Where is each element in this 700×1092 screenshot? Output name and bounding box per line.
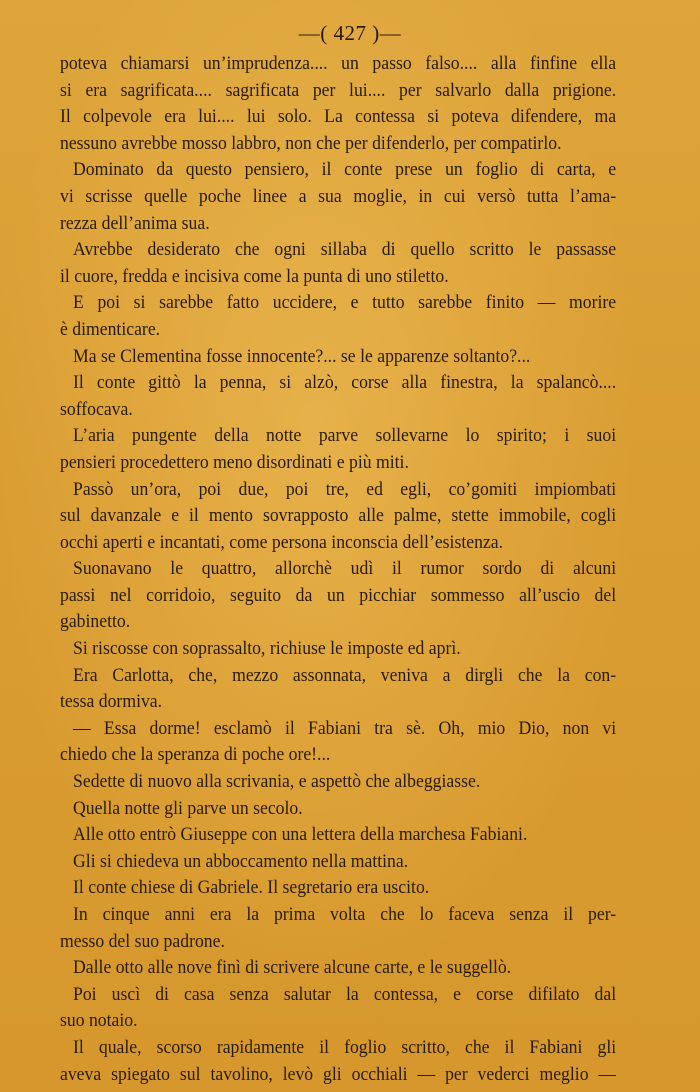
- text-line: pensieri procedettero meno disordinati e più miti.: [60, 451, 409, 473]
- text-line: passi nel corridoio, seguito da un picchiar sommesso all’uscio del: [60, 584, 617, 606]
- text-line: L’aria pungente della notte parve sollevarne lo spirito; i suoi: [73, 425, 617, 447]
- text-line: sul davanzale e il mento sovrapposto alle palme, stette immobile, cogli: [60, 505, 617, 527]
- text-line: Il conte gittò la penna, si alzò, corse alla finestra, la spalancò....: [73, 372, 617, 394]
- text-line: Poi uscì di casa senza salutar la contessa, e corse difilato dal: [73, 983, 617, 1005]
- text-line: rezza dell’anima sua.: [60, 212, 210, 234]
- text-line: Dalle otto alle nove finì di scrivere alcune carte, e le suggellò.: [73, 957, 512, 979]
- text-line: il cuore, fredda e incisiva come la punta di uno stiletto.: [60, 265, 449, 287]
- text-line: Gli si chiedeva un abboccamento nella mattina.: [73, 850, 409, 872]
- text-line: In cinque anni era la prima volta che lo faceva senza il per-: [73, 904, 617, 925]
- text-line: Sedette di nuovo alla scrivania, e aspettò che albeggiasse.: [73, 771, 481, 793]
- text-line: Il colpevole era lui.... lui solo. La contessa si poteva difendere, ma: [60, 106, 617, 128]
- text-line: occhi aperti e incantati, come persona inconscia dell’esistenza.: [60, 531, 504, 553]
- text-line: Si riscosse con soprassalto, richiuse le imposte ed aprì.: [73, 638, 461, 660]
- text-line: soffocava.: [60, 398, 133, 420]
- text-line: messo del suo padrone.: [60, 930, 225, 952]
- text-line: Il conte chiese di Gabriele. Il segretario era uscito.: [73, 877, 430, 899]
- text-line: nessuno avrebbe mosso labbro, non che per difenderlo, per compatirlo.: [60, 132, 562, 154]
- body-text: [60, 51, 616, 1088]
- text-line: vi scrisse quelle poche linee a sua moglie, in cui versò tutta l’ama-: [60, 185, 617, 207]
- text-line: Quella notte gli parve un secolo.: [73, 797, 303, 819]
- text-line: chiedo che la speranza di poche ore!...: [60, 744, 331, 766]
- text-line: poteva chiamarsi un’imprudenza.... un passo falso.... alla finfine ella: [60, 53, 617, 74]
- text-line: Il quale, scorso rapidamente il foglio scritto, che il Fabiani gli: [73, 1036, 617, 1058]
- text-line: Ma se Clementina fosse innocente?... se le apparenze soltanto?...: [73, 345, 531, 367]
- text-line: suo notaio.: [60, 1010, 138, 1032]
- page-number: —( 427 )—: [298, 21, 402, 45]
- text-line: gabinetto.: [60, 611, 131, 633]
- text-line: Era Carlotta, che, mezzo assonnata, veniva a dirgli che la con-: [73, 664, 617, 686]
- text-line: Suonavano le quattro, allorchè udì il rumor sordo di alcuni: [73, 558, 617, 580]
- text-line: E poi si sarebbe fatto uccidere, e tutto sarebbe finito — morire: [73, 292, 617, 314]
- text-line: Dominato da questo pensiero, il conte prese un foglio di carta, e: [73, 159, 617, 181]
- text-line: aveva spiegato sul tavolino, levò gli occhiali — per vederci meglio —: [60, 1063, 617, 1085]
- text-line: Alle otto entrò Giuseppe con una lettera della marchesa Fabiani.: [73, 824, 528, 846]
- text-line: tessa dormiva.: [60, 691, 163, 713]
- text-line: — Essa dorme! esclamò il Fabiani tra sè. Oh, mio Dio, non vi: [73, 717, 617, 739]
- text-line: Avrebbe desiderato che ogni sillaba di quello scritto le passasse: [73, 239, 617, 261]
- text-line: Passò un’ora, poi due, poi tre, ed egli, co’gomiti impiombati: [73, 478, 617, 500]
- text-line: è dimenticare.: [60, 318, 161, 340]
- text-line: si era sagrificata.... sagrificata per lui.... per salvarlo dalla prigione.: [60, 79, 617, 101]
